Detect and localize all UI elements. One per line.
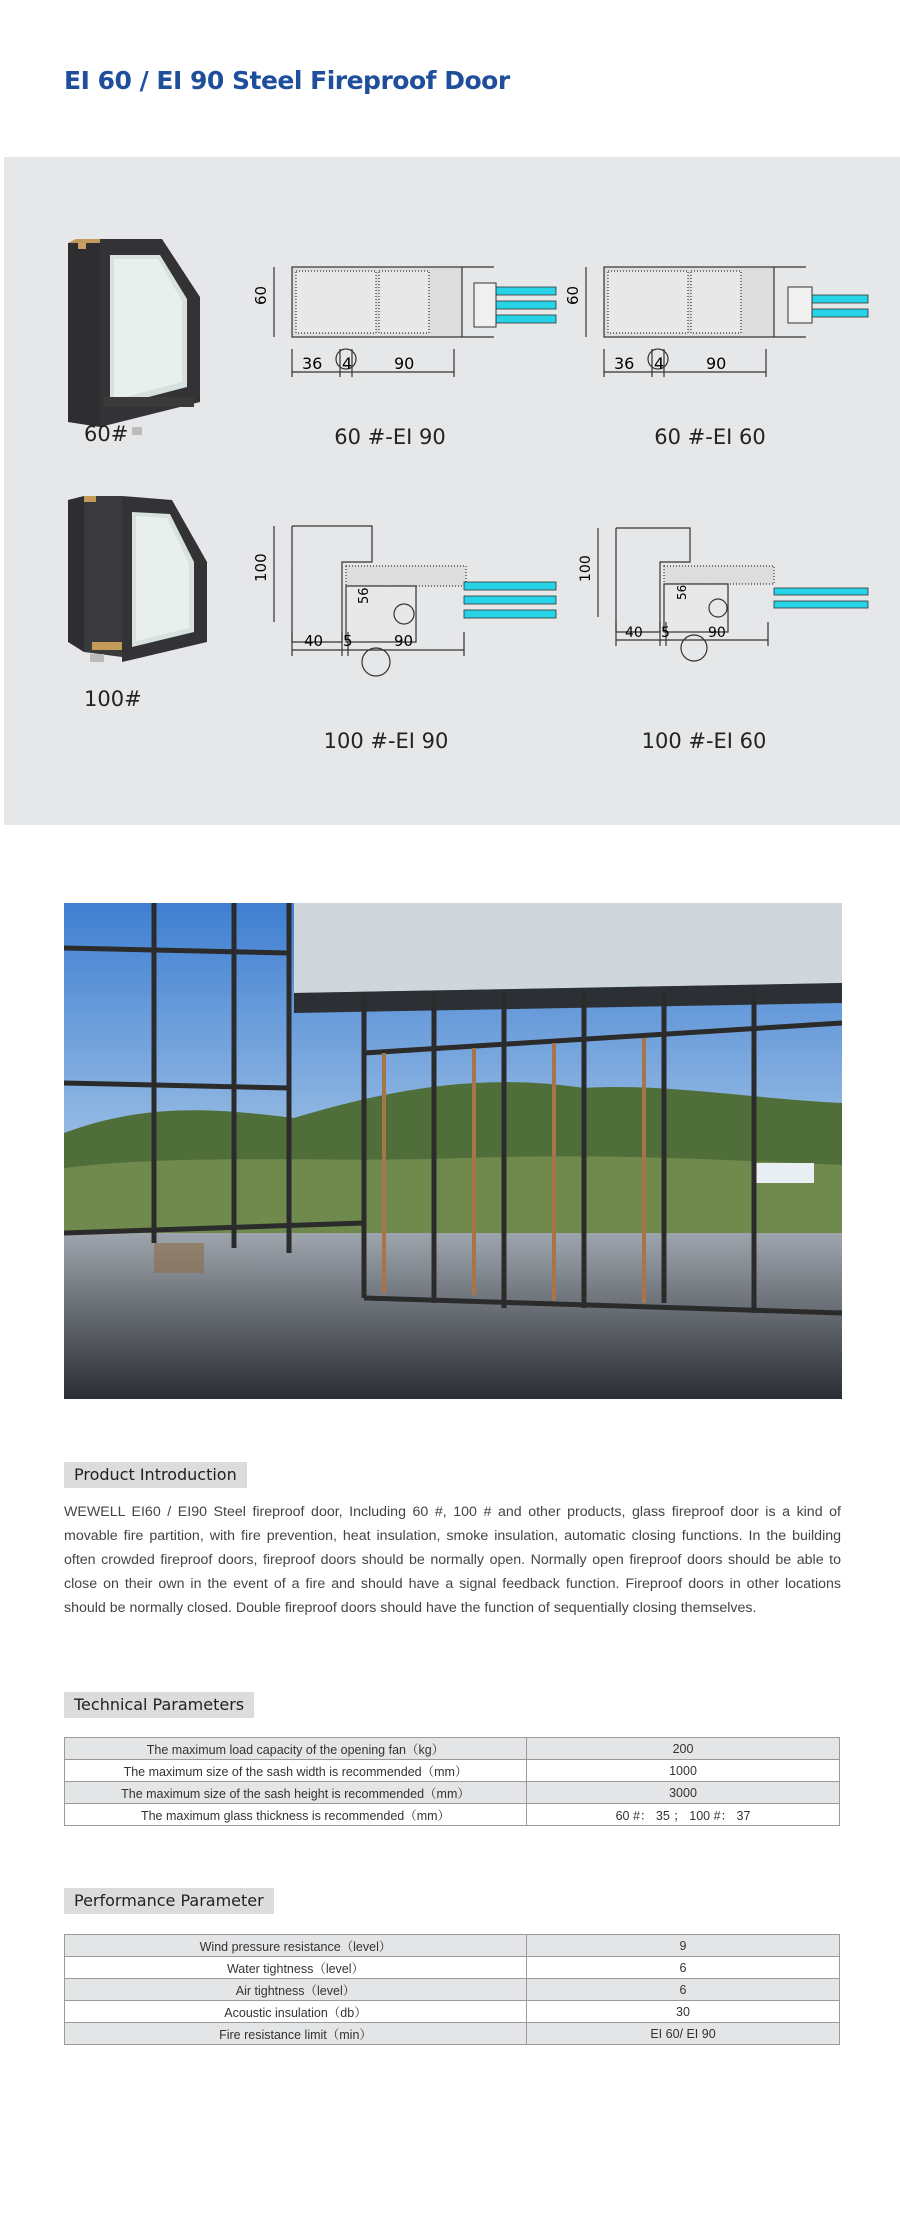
table-row: [65, 1804, 840, 1826]
d2-dim-b: 4: [654, 354, 665, 373]
param-value: 6: [527, 1957, 840, 1979]
d2-dim-a: 36: [614, 354, 635, 373]
profile-100-label: 100#: [84, 687, 142, 711]
d3-height: 100: [252, 553, 270, 582]
d3-dim-b: 5: [343, 632, 353, 650]
technical-table: [64, 1737, 840, 1826]
d1-dim-a: 36: [302, 354, 323, 373]
section-drawing-60-ei60: [556, 257, 886, 417]
param-label: The maximum load capacity of the opening fan（kg）: [65, 1738, 527, 1760]
table-row: [65, 2001, 840, 2023]
table-row: [65, 1935, 840, 1957]
d1-dim-b: 4: [342, 354, 353, 373]
param-label: Fire resistance limit（min）: [65, 2023, 527, 2045]
performance-table: [64, 1934, 840, 2045]
param-label: Acoustic insulation（db）: [65, 2001, 527, 2023]
d4-dim-b: 5: [661, 625, 670, 641]
param-label: Air tightness（level）: [65, 1979, 527, 2001]
profile-60-image: [62, 237, 212, 437]
param-label: The maximum glass thickness is recommended（mm）: [65, 1804, 527, 1826]
param-value: 60 #： 35 ； 100 #： 37: [527, 1804, 840, 1826]
d4-height: 100: [578, 555, 594, 582]
d1-dim-c: 90: [394, 354, 415, 373]
param-label: Wind pressure resistance（level）: [65, 1935, 527, 1957]
d3-dim-a: 40: [304, 632, 324, 650]
profile-100-image: [62, 492, 212, 672]
profile-60-label: 60#: [84, 422, 129, 446]
param-value: 3000: [527, 1782, 840, 1804]
d3-dim-c: 90: [394, 632, 414, 650]
intro-heading: Product Introduction: [64, 1462, 247, 1488]
diagram-panel: [4, 157, 900, 825]
table-row: [65, 1738, 840, 1760]
section-drawing-100-ei60: [568, 522, 888, 702]
intro-text: WEWELL EI60 / EI90 Steel fireproof door, Including 60 #, 100 # and other products, glass fireproof door is a kind of movable fire partition, with fire prevention, heat insulation, smoke insulation, automatic closing functions. In the building often crowded fireproof doors, fireproof doors should be normally open. Normally open fireproof doors should be able to close on their own in the event of a fire and should have a signal feedback function. Fireproof doors in other locations should be normally closed. Double fireproof doors should have the function of sequentially closing themselves.: [64, 1504, 841, 1616]
table-row: [65, 1979, 840, 2001]
d1-caption: 60 #-EI 90: [334, 425, 446, 449]
d2-height: 60: [564, 285, 582, 305]
installation-photo: [64, 903, 842, 1399]
param-label: Water tightness（level）: [65, 1957, 527, 1979]
param-label: The maximum size of the sash height is recommended（mm）: [65, 1782, 527, 1804]
param-value: 9: [527, 1935, 840, 1957]
d4-caption: 100 #-EI 60: [641, 729, 767, 753]
table-row: [65, 1782, 840, 1804]
param-value: 6: [527, 1979, 840, 2001]
param-label: The maximum size of the sash width is recommended（mm）: [65, 1760, 527, 1782]
d4-inner: 56: [675, 584, 689, 600]
d4-dim-c: 90: [708, 625, 726, 641]
d3-inner: 56: [357, 587, 372, 604]
param-value: 1000: [527, 1760, 840, 1782]
d3-caption: 100 #-EI 90: [323, 729, 449, 753]
performance-heading: Performance Parameter: [64, 1888, 274, 1914]
param-value: 30: [527, 2001, 840, 2023]
d2-dim-c: 90: [706, 354, 727, 373]
table-row: [65, 1957, 840, 1979]
section-drawing-60-ei90: [244, 257, 574, 417]
param-value: 200: [527, 1738, 840, 1760]
d2-caption: 60 #-EI 60: [654, 425, 766, 449]
table-row: [65, 2023, 840, 2045]
section-drawing-100-ei90: [244, 522, 574, 702]
param-value: EI 60/ EI 90: [527, 2023, 840, 2045]
technical-heading: Technical Parameters: [64, 1692, 254, 1718]
d1-height: 60: [252, 285, 270, 305]
table-row: [65, 1760, 840, 1782]
page-title: EI 60 / EI 90 Steel Fireproof Door: [64, 66, 510, 95]
d4-dim-a: 40: [625, 625, 643, 641]
